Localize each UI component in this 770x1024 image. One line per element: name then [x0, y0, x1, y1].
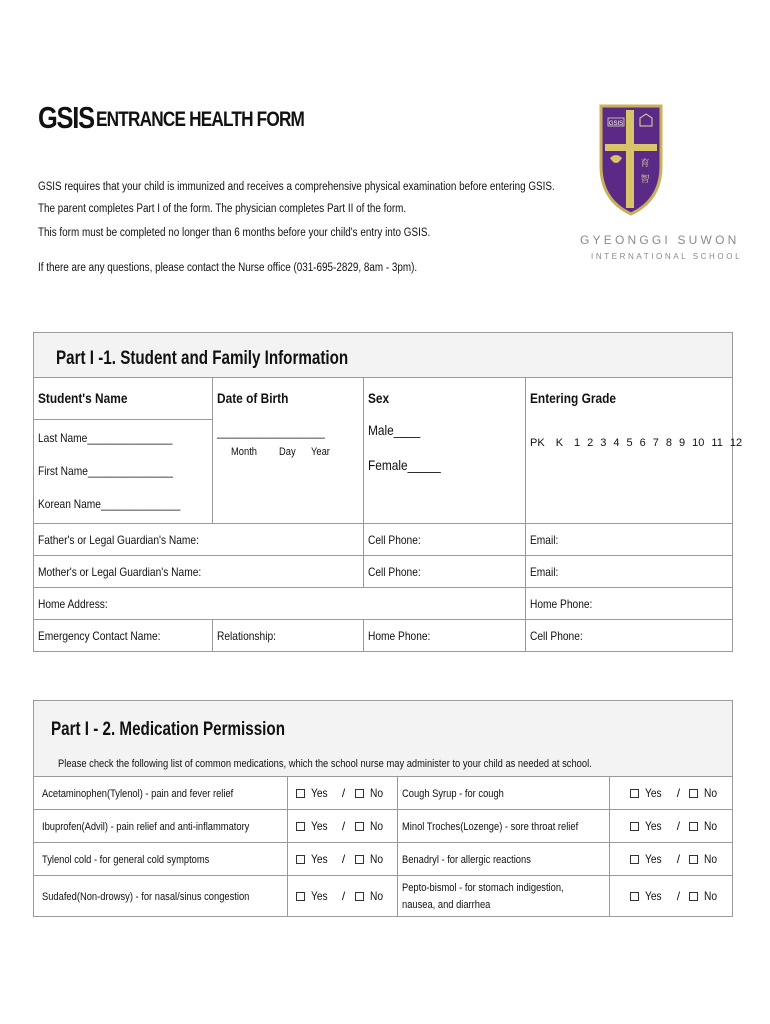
no-checkbox[interactable]	[689, 892, 698, 901]
yes-checkbox[interactable]	[296, 855, 305, 864]
yes-no-cell	[610, 810, 733, 843]
home-address-label: Home Address:	[38, 596, 108, 611]
grade-option[interactable]: 5	[626, 436, 633, 449]
father-cell-phone-cell[interactable]	[364, 524, 526, 556]
slash-separator: /	[676, 819, 681, 833]
part2-header-cell	[34, 701, 733, 777]
medication-name-cell	[34, 777, 288, 810]
emergency-home-phone-cell[interactable]	[364, 620, 526, 652]
grade-option[interactable]: 1	[574, 436, 581, 449]
medication-name-cell	[398, 810, 610, 843]
father-cell-phone-label: Cell Phone:	[368, 532, 421, 547]
intro-line-1: GSIS requires that your child is immunized and receives a comprehensive physical examination before entering GSIS.	[38, 181, 555, 193]
emergency-name-cell[interactable]	[34, 620, 213, 652]
grade-option[interactable]: 3	[600, 436, 607, 449]
school-name-line1: GYEONGGI SUWON	[580, 233, 740, 247]
part2-title: Part I - 2. Medication Permission	[51, 719, 285, 740]
svg-text:育: 育	[640, 159, 650, 169]
medication-name-line2: nausea, and diarrhea	[402, 899, 491, 911]
grade-option[interactable]: 11	[711, 436, 723, 449]
yes-label: Yes	[310, 852, 328, 866]
title-gsis: GSIS	[38, 100, 94, 135]
slash-separator: /	[676, 786, 681, 800]
grade-option[interactable]: 7	[652, 436, 659, 449]
father-name-cell[interactable]	[34, 524, 364, 556]
medication-name: Cough Syrup - for cough	[402, 788, 505, 800]
medication-name: Pepto-bismol - for stomach indigestion,	[402, 882, 564, 894]
yes-no-cell	[610, 777, 733, 810]
medication-row	[34, 843, 733, 876]
emergency-home-phone-label: Home Phone:	[368, 628, 431, 643]
no-checkbox[interactable]	[355, 855, 364, 864]
mother-name-label: Mother's or Legal Guardian's Name:	[38, 564, 202, 579]
crest-text: GSIS	[608, 121, 624, 127]
page-title	[38, 100, 305, 136]
yes-checkbox[interactable]	[630, 892, 639, 901]
dob-cell	[213, 420, 364, 524]
yes-label: Yes	[645, 852, 663, 866]
yes-label: Yes	[310, 819, 328, 833]
mother-cell-phone-label: Cell Phone:	[368, 564, 421, 579]
medication-row	[34, 777, 733, 810]
yes-checkbox[interactable]	[296, 789, 305, 798]
grade-option[interactable]: 4	[613, 436, 620, 449]
home-phone-cell[interactable]	[526, 588, 733, 620]
no-label: No	[704, 889, 718, 903]
medication-name-cell	[34, 810, 288, 843]
medication-permission-table	[33, 700, 733, 917]
slash-separator: /	[676, 889, 681, 903]
emergency-cell-phone-cell[interactable]	[526, 620, 733, 652]
school-crest-logo	[598, 104, 664, 221]
grade-header: Entering Grade	[530, 389, 616, 406]
yes-no-cell	[287, 876, 398, 917]
yes-no-cell	[287, 843, 398, 876]
medication-name: Ibuprofen(Advil) - pain relief and anti-inflammatory	[42, 821, 250, 833]
dob-year-label: Year	[311, 445, 330, 458]
medication-name-cell	[398, 876, 610, 917]
male-field[interactable]: Male____	[368, 421, 421, 438]
student-name-header-cell	[34, 378, 213, 420]
yes-checkbox[interactable]	[296, 892, 305, 901]
grade-options	[530, 437, 749, 449]
grade-option[interactable]: 10	[692, 436, 705, 449]
grade-option[interactable]: 12	[729, 436, 743, 449]
yes-checkbox[interactable]	[630, 789, 639, 798]
grade-option[interactable]: 2	[587, 436, 594, 449]
medication-name-cell	[398, 777, 610, 810]
medication-name: Sudafed(Non-drowsy) - for nasal/sinus congestion	[42, 891, 250, 903]
home-phone-label: Home Phone:	[530, 596, 593, 611]
contact-line: If there are any questions, please contact the Nurse office (031-695-2829, 8am - 3pm).	[38, 262, 418, 274]
medication-row	[34, 876, 733, 917]
slash-separator: /	[676, 852, 681, 866]
no-label: No	[704, 786, 718, 800]
dob-header-cell	[213, 378, 364, 420]
medication-name: Benadryl - for allergic reactions	[402, 854, 532, 866]
yes-label: Yes	[310, 786, 328, 800]
last-name-field[interactable]: Last Name_______________	[38, 431, 173, 445]
part2-instructions: Please check the following list of common medications, which the school nurse may administer to your child as needed at school.	[58, 758, 592, 770]
grade-option[interactable]: 8	[665, 436, 673, 449]
slash-separator: /	[341, 889, 346, 903]
title-rest: ENTRANCE HEALTH FORM	[96, 108, 305, 131]
no-checkbox[interactable]	[355, 892, 364, 901]
no-checkbox[interactable]	[689, 822, 698, 831]
grade-header-cell	[526, 378, 733, 420]
mother-email-cell[interactable]	[526, 556, 733, 588]
yes-label: Yes	[645, 889, 663, 903]
sex-header-cell	[364, 378, 526, 420]
sex-cell	[364, 420, 526, 524]
no-label: No	[369, 786, 383, 800]
no-checkbox[interactable]	[355, 789, 364, 798]
grade-option[interactable]: PK	[530, 436, 545, 449]
no-checkbox[interactable]	[689, 855, 698, 864]
mother-email-label: Email:	[530, 564, 559, 579]
yes-checkbox[interactable]	[630, 855, 639, 864]
slash-separator: /	[341, 852, 346, 866]
part1-header-cell	[34, 333, 733, 378]
mother-name-cell[interactable]	[34, 556, 364, 588]
intro-line-3: This form must be completed no longer than 6 months before your child's entry into GSIS.	[38, 227, 431, 239]
mother-cell-phone-cell[interactable]	[364, 556, 526, 588]
father-email-label: Email:	[530, 532, 559, 547]
yes-label: Yes	[310, 889, 328, 903]
slash-separator: /	[341, 786, 346, 800]
medication-name-cell	[398, 843, 610, 876]
yes-no-cell	[610, 876, 733, 917]
student-family-table	[33, 332, 743, 652]
slash-separator: /	[341, 819, 346, 833]
student-name-header: Student's Name	[38, 389, 128, 406]
emergency-name-label: Emergency Contact Name:	[38, 628, 161, 643]
no-label: No	[704, 852, 718, 866]
emergency-cell-phone-label: Cell Phone:	[530, 628, 583, 643]
yes-no-cell	[287, 810, 398, 843]
sex-header: Sex	[368, 389, 390, 406]
school-name-line2: INTERNATIONAL SCHOOL	[591, 252, 743, 261]
part1-title: Part I -1. Student and Family Information	[56, 348, 349, 369]
no-checkbox[interactable]	[689, 789, 698, 798]
no-label: No	[369, 852, 383, 866]
female-field[interactable]: Female_____	[368, 456, 441, 473]
yes-label: Yes	[645, 819, 663, 833]
home-address-cell[interactable]	[34, 588, 526, 620]
student-name-cell	[34, 420, 213, 524]
medication-name: Minol Troches(Lozenge) - sore throat relief	[402, 821, 579, 833]
svg-text:智: 智	[640, 175, 650, 185]
intro-line-2: The parent completes Part I of the form. The physician completes Part II of the form.	[38, 203, 407, 215]
korean-name-field[interactable]: Korean Name______________	[38, 497, 181, 511]
medication-name: Acetaminophen(Tylenol) - pain and fever relief	[42, 788, 234, 800]
dob-month-label: Month	[231, 445, 257, 458]
medication-row	[34, 810, 733, 843]
yes-checkbox[interactable]	[630, 822, 639, 831]
grade-option[interactable]: 9	[679, 436, 686, 449]
no-label: No	[704, 819, 718, 833]
grade-option[interactable]: 6	[639, 436, 646, 449]
relationship-cell[interactable]	[213, 620, 364, 652]
dob-day-label: Day	[279, 445, 296, 458]
relationship-label: Relationship:	[217, 628, 276, 643]
no-checkbox[interactable]	[355, 822, 364, 831]
grade-cell	[526, 420, 743, 524]
father-email-cell[interactable]	[526, 524, 733, 556]
first-name-field[interactable]: First Name_______________	[38, 464, 173, 478]
yes-label: Yes	[645, 786, 663, 800]
no-label: No	[369, 819, 383, 833]
grade-option[interactable]: K	[555, 436, 564, 449]
dob-field[interactable]: ___________________	[217, 424, 325, 439]
medication-name: Tylenol cold - for general cold symptoms	[42, 854, 210, 866]
medication-name-cell	[34, 843, 288, 876]
dob-header: Date of Birth	[217, 389, 289, 406]
father-name-label: Father's or Legal Guardian's Name:	[38, 532, 199, 547]
yes-checkbox[interactable]	[296, 822, 305, 831]
yes-no-cell	[610, 843, 733, 876]
medication-name-cell	[34, 876, 288, 917]
no-label: No	[369, 889, 383, 903]
yes-no-cell	[287, 777, 398, 810]
